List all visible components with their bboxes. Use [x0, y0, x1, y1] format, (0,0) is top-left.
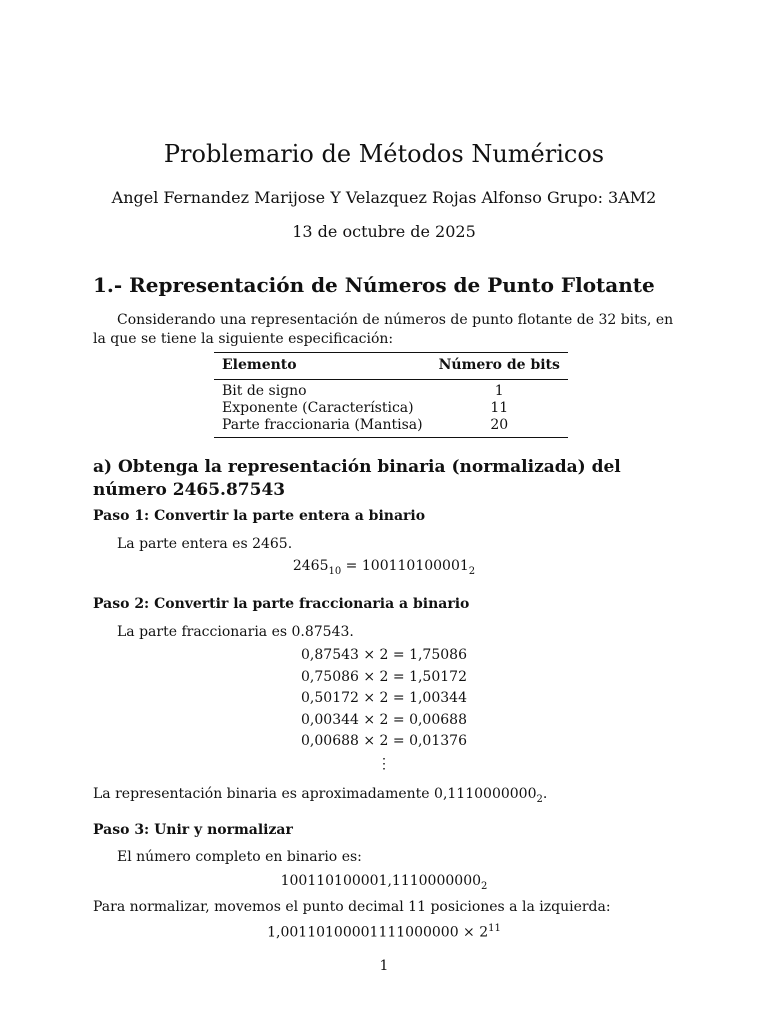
step-3-normalized	[0, 923, 768, 941]
spec-cell: 11	[490, 400, 509, 416]
document-date: 13 de octubre de 2025	[292, 222, 476, 241]
step-3-heading: Paso 3: Unir y normalizar	[93, 822, 293, 838]
step-2-text: La parte fraccionaria es 0.87543.	[117, 624, 354, 640]
spec-header-bits: Número de bits	[438, 357, 560, 373]
spec-cell: 20	[490, 417, 509, 433]
eq-lhs: 2465	[292, 558, 329, 574]
spec-cell: 1	[494, 383, 504, 399]
section-1-heading: 1.- Representación de Números de Punto Flotante	[93, 273, 655, 297]
step-3-binary	[0, 873, 768, 892]
normalized-exponent: 11	[488, 923, 501, 934]
step-2-equation: 0,75086 × 2 = 1,50172	[301, 669, 467, 685]
step-2-equation: 0,87543 × 2 = 1,75086	[301, 647, 467, 663]
step-2-equation: 0,50172 × 2 = 1,00344	[301, 690, 467, 706]
step-3-text: El número completo en binario es:	[117, 849, 362, 865]
step-2-equation: 0,00688 × 2 = 0,01376	[301, 733, 467, 749]
spec-cell: Exponente (Característica)	[222, 400, 414, 416]
step-2-result-end: .	[542, 786, 548, 802]
step-2-result-text: La representación binaria es aproximadamente 0,1110000000	[93, 786, 537, 802]
step-1-equation: $2465_{10} = 100110100001_2$	[292, 558, 476, 577]
binary-base: 2	[481, 880, 488, 892]
step-1-heading: Paso 1: Convertir la parte entera a binario	[93, 508, 426, 524]
eq-rhs-base: 2	[468, 565, 476, 577]
vertical-ellipsis: ⋮	[377, 756, 391, 772]
step-2-heading: Paso 2: Convertir la parte fraccionaria a binario	[93, 596, 470, 612]
normalized-value: 1,00110100001111000000 × 2	[267, 924, 489, 941]
step-3-normalize-text: Para normalizar, movemos el punto decimal 11 posiciones a la izquierda:	[93, 899, 611, 915]
table-row	[214, 417, 568, 438]
step-1-text: La parte entera es 2465.	[117, 536, 293, 552]
eq-lhs-base: 10	[328, 565, 342, 577]
binary-value: 100110100001,1110000000	[280, 873, 482, 889]
document-authors: Angel Fernandez Marijose Y Velazquez Rojas Alfonso Grupo: 3AM2	[111, 188, 657, 207]
step-2-equation: 0,00344 × 2 = 0,00688	[301, 712, 467, 728]
document-title: Problemario de Métodos Numéricos	[163, 140, 605, 168]
spec-table-header	[214, 353, 568, 380]
section-1-intro: Considerando una representación de números de punto flotante de 32 bits, en la que se tiene la siguiente especificación:	[93, 312, 674, 347]
table-row	[214, 400, 568, 417]
spec-table	[214, 352, 568, 438]
page-number: 1	[379, 958, 389, 974]
part-a-heading: a) Obtenga la representación binaria (normalizada) del número 2465.87543	[93, 457, 621, 500]
table-row	[214, 380, 568, 401]
spec-cell: Parte fraccionaria (Mantisa)	[222, 417, 423, 433]
spec-cell: Bit de signo	[222, 383, 307, 399]
eq-rhs: 100110100001	[361, 558, 469, 574]
spec-header-element: Elemento	[222, 357, 297, 373]
step-2-result	[93, 786, 547, 805]
step-2-result-base: 2	[536, 793, 543, 805]
